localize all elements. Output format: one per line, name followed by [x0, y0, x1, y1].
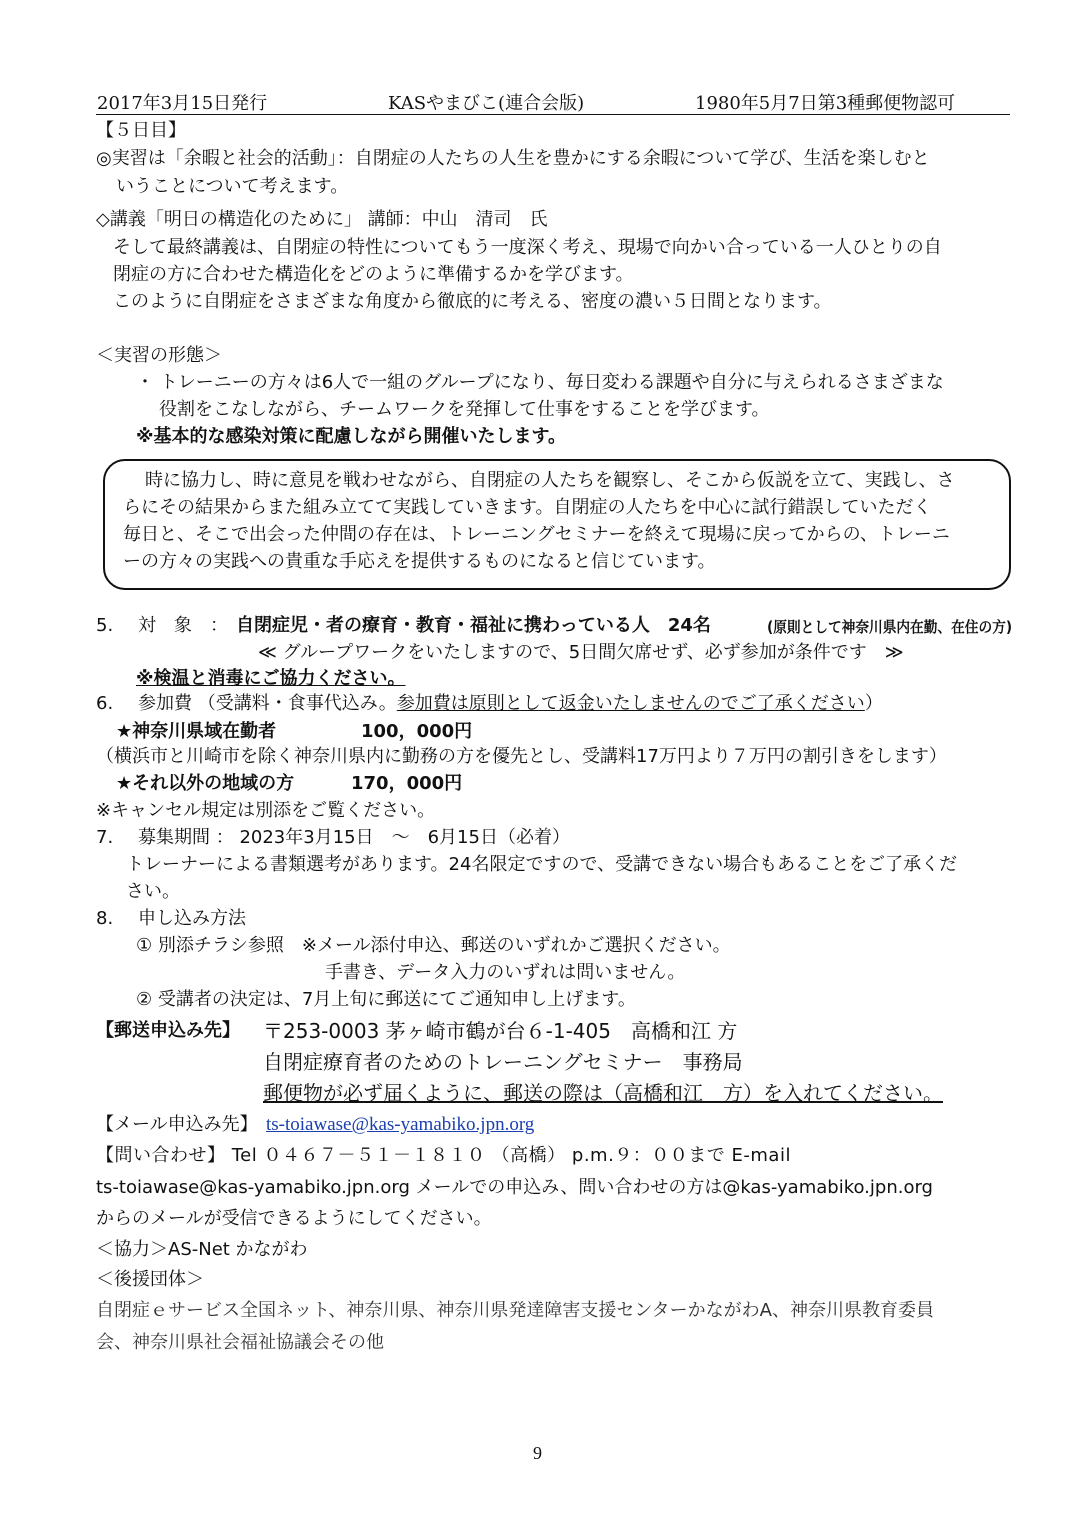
format-item-line-1: ・ トレーニーの方々は6人で一組のグループになり、毎日変わる課題や自分に与えられるさまざまな [136, 372, 944, 393]
mail-office: 自閉症療育者のためのトレーニングセミナー 事務局 [263, 1050, 743, 1074]
infection-note: ※基本的な感染対策に配慮しながら開催いたします。 [136, 426, 567, 447]
check-note: ※検温と消毒にご協力ください。 [136, 668, 406, 689]
cancel-note: ※キャンセル規定は別添をご覧ください。 [96, 800, 436, 821]
fee-label-close: ） [864, 693, 883, 714]
contact-line-1: 【問い合わせ】 Tel ０４６７－５１－１８１０ （高橋） p.m.９：００まで E-mail [96, 1145, 791, 1166]
group-work-condition: ≪ グループワークをいたしますので、5日間欠席せず、必ず参加が条件です ≫ [258, 642, 904, 663]
postal-permit: 1980年5月7日第3種郵便物認可 [695, 93, 956, 114]
fee-label [138, 691, 883, 717]
contact-line-2: ts-toiawase@kas-yamabiko.jpn.org メールでの申込み、問い合わせの方は@kas-yamabiko.jpn.org [96, 1177, 933, 1198]
apply-item-1: ① 別添チラシ参照 ※メール添付申込、郵送のいずれかご選択ください。 [136, 935, 731, 956]
period-number: 7. [96, 827, 114, 848]
mail-label: 【郵送申込み先】 [96, 1020, 240, 1041]
day5-practice-line-2: いうことについて考えます。 [116, 176, 349, 197]
kanagawa-amount: 100，000円 [361, 721, 473, 742]
message-line-2: らにその結果からまた組み立てて実践していきます。自閉症の人たちを中心に試行錯誤していただく [123, 497, 932, 518]
apply-item-2: ② 受講者の決定は、7月上旬に郵送にてご通知申し上げます。 [136, 989, 636, 1010]
fee-number: 6. [96, 693, 114, 714]
apply-number: 8. [96, 908, 114, 929]
day5-lecture: ◇講義「明日の構造化のために」 講師：中山 清司 氏 [96, 209, 548, 230]
day5-summary: このように自閉症をさまざまな角度から徹底的に考える、密度の濃い５日間となります。 [113, 291, 832, 312]
email-apply-link[interactable]: ts-toiawase@kas-yamabiko.jpn.org [266, 1114, 535, 1135]
discount-note: （横浜市と川崎市を除く神奈川県内に勤務の方を優先とし、受講料17万円より７万円の割引きをします） [96, 746, 947, 767]
support-line-1: 自閉症ｅサービス全国ネット、神奈川県、神奈川県発達障害支援センターかながわA、神奈川県教育委員 [96, 1300, 934, 1321]
message-line-3: 毎日と、そこで出会った仲間の存在は、トレーニングセミナーを終えて現場に戻ってからの、トレーニ [123, 524, 950, 545]
support-line-2: 会、神奈川県社会福祉協議会その他 [96, 1332, 384, 1353]
target-number: 5. [96, 615, 114, 636]
day5-heading: 【５日目】 [96, 120, 186, 141]
mail-note: 郵便物が必ず届くように、郵送の際は（高橋和江 方）を入れてください。 [263, 1081, 943, 1105]
kanagawa-label: ★神奈川県域在勤者 [116, 721, 277, 742]
period-line-2: さい。 [126, 881, 180, 902]
period-label: 募集期間 ： 2023年3月15日 ～ 6月15日（必着） [138, 827, 570, 848]
apply-item-1b: 手書き、データ入力のいずれは問いません。 [325, 962, 686, 983]
period-line-1: トレーナーによる書類選考があります。24名限定ですので、受講できない場合もあることをご了承くだ [126, 854, 958, 875]
day5-final-line-2: 閉症の方に合わせた構造化をどのように準備するかを学びます。 [113, 264, 634, 285]
target-note: (原則として神奈川県内在勤、在住の方) [767, 618, 1013, 636]
apply-label: 申し込み方法 [138, 908, 246, 929]
contact-line-3: からのメールが受信できるようにしてください。 [96, 1208, 492, 1229]
email-apply-label: 【メール申込み先】 [96, 1114, 258, 1135]
message-line-4: ーの方々の実践への貴重な手応えを提供するものになると信じています。 [123, 551, 716, 572]
message-line-1: 時に協力し、時に意見を戦わせながら、自閉症の人たちを観察し、そこから仮説を立て、実践し、さ [145, 470, 955, 491]
format-item-line-2: 役割をこなしながら、チームワークを発揮して仕事をすることを学びます。 [159, 399, 770, 420]
header-rule [96, 114, 1010, 115]
day5-practice-line-1: ◎実習は「余暇と社会的活動」：自閉症の人たちの人生を豊かにする余暇について学び、生活を楽しむと [96, 148, 930, 169]
fee-label-text: 参加費 （受講料・食事代込み。 [138, 693, 397, 714]
nonrefund-note: 参加費は原則として返金いたしませんのでご了承ください [396, 693, 865, 714]
day5-final-line-1: そして最終講義は、自閉症の特性についてもう一度深く考え、現場で向かい合っている一人ひとりの自 [113, 237, 942, 258]
other-region-label: ★それ以外の地域の方 [116, 773, 295, 794]
other-region-amount: 170，000円 [351, 773, 463, 794]
target-text: 自閉症児・者の療育・教育・福祉に携わっている人 24名 [236, 615, 711, 636]
page-number: 9 [533, 1443, 542, 1463]
newsletter-title: KASやまびこ(連合会版) [388, 93, 585, 114]
cooperation: ＜協力＞AS-Net かながわ [96, 1239, 308, 1260]
support-heading: ＜後援団体＞ [96, 1269, 204, 1290]
issue-date: 2017年3月15日発行 [97, 93, 268, 114]
mail-address: 〒253-0003 茅ヶ崎市鶴が台６-1-405 高橋和江 方 [263, 1019, 738, 1043]
target-label: 対 象 ： [138, 615, 228, 636]
format-heading: ＜実習の形態＞ [96, 345, 222, 366]
